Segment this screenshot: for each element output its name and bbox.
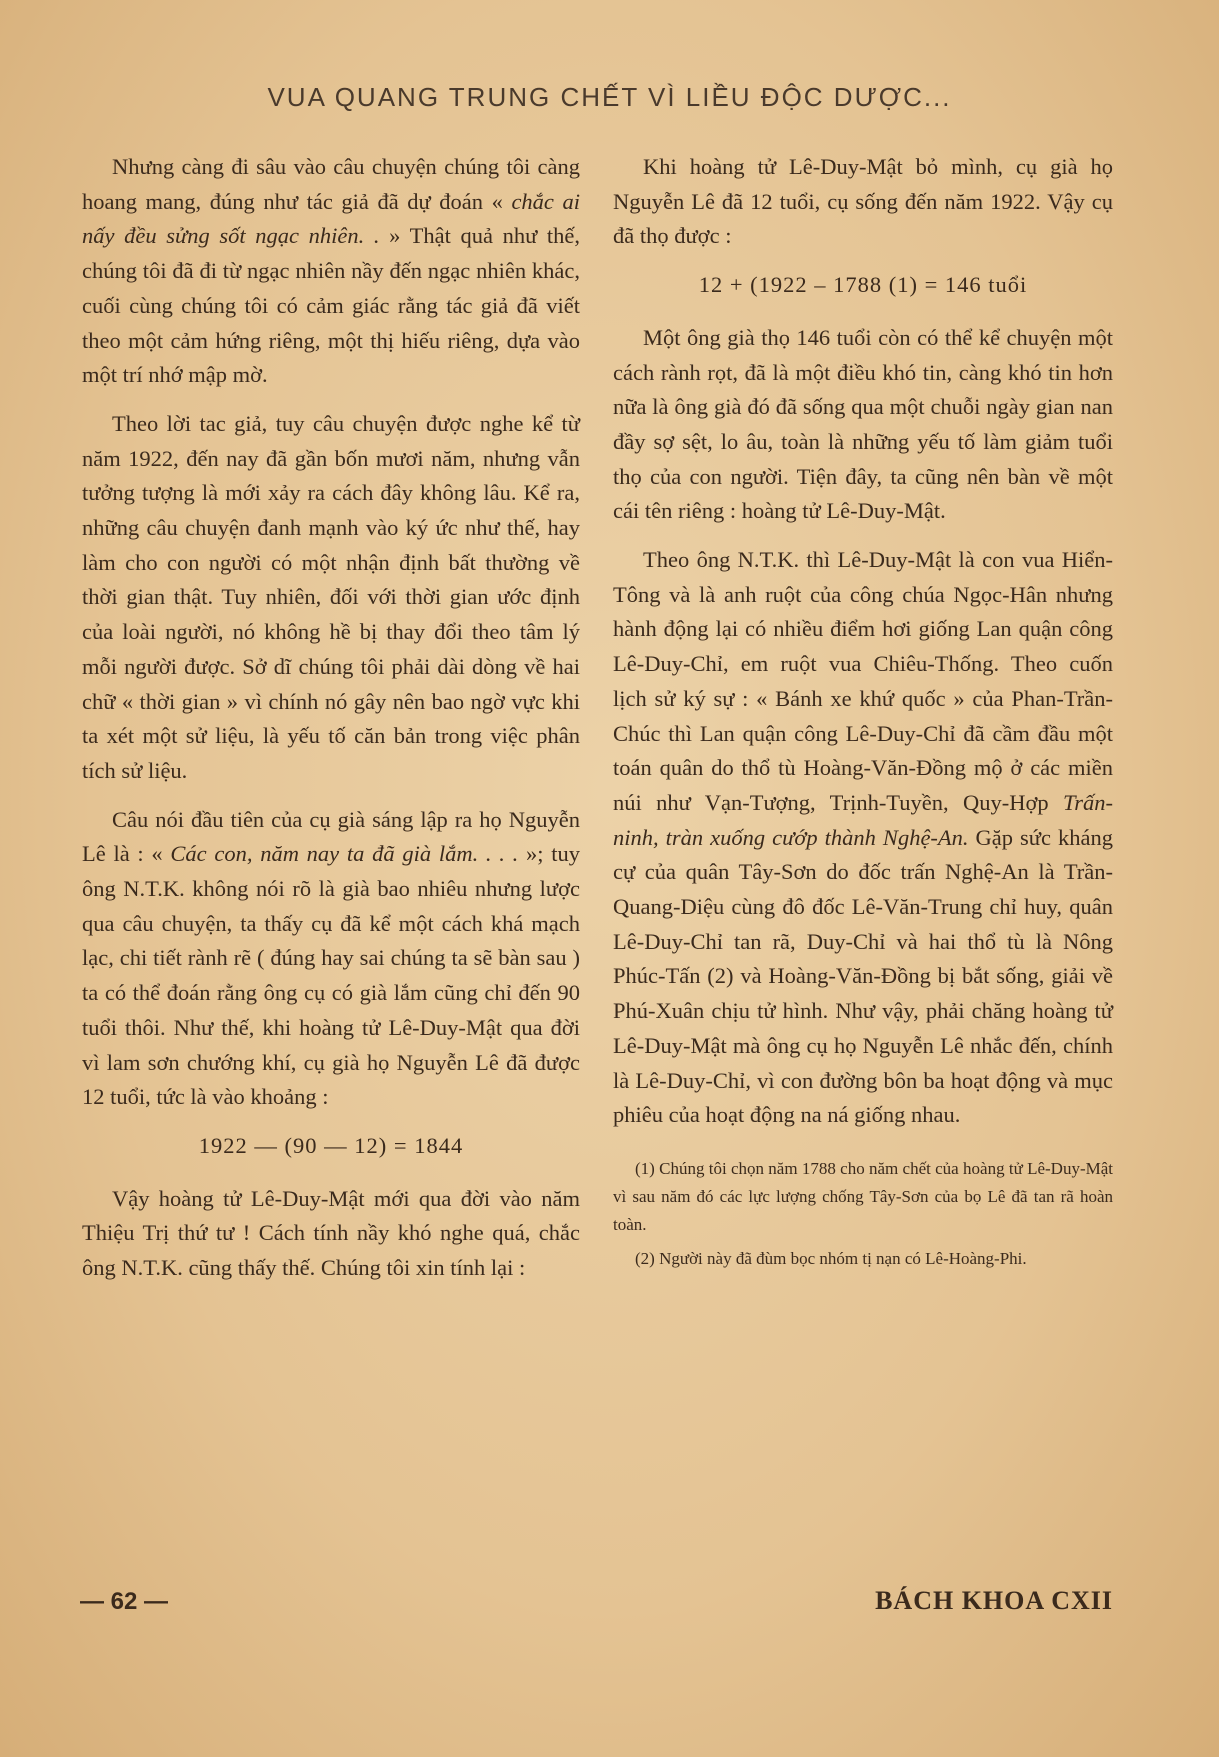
quote: Các con, năm nay ta đã già lắm. . . . [170,841,519,867]
quote: Trấn-ninh, tràn xuống cướp thành Nghệ-An. [613,789,1113,850]
paragraph: Theo lời tac giả, tuy câu chuyện được nghe kể từ năm 1922, đến nay đã gần bốn mươi năm, nhưng vẫn tưởng tượng là mới xảy ra cách đây không lâu. Kể ra, những câu chuyện đanh mạnh vào ký ức như thế, hay làm cho con người có một nhận định bất thường về thời gian thật. Tuy nhiên, đối với thời gian ước định của loài người, nó không hề bị thay đổi theo tâm lý mỗi người được. Sở dĩ chúng tôi phải dài dòng về hai chữ « thời gian » vì chính nó gây nên bao ngờ vực khi ta xét một sử liệu, là yếu tố căn bản trong việc phân tích sử liệu. [82,410,580,783]
page-number: — 62 — [80,1588,169,1615]
paragraph: Câu nói đầu tiên của cụ già sáng lập ra họ Nguyễn Lê là : « Các con, năm nay ta đã già lắm. . . . »; tuy ông N.T.K. không nói rõ là già bao nhiêu nhưng lược qua câu chuyện, ta thấy cụ đã kể một cách khá mạch lạc, chi tiết rành rẽ ( đúng hay sai chúng ta sẽ bàn sau ) ta có thể đoán rằng ông cụ có già lắm cũng chỉ đến 90 tuổi thôi. Như thế, khi hoàng tử Lê-Duy-Mật qua đời vì lam sơn chướng khí, cụ già họ Nguyễn Lê đã được 12 tuổi, tức là vào khoảng : [82,806,580,1110]
formula: 1922 — (90 — 12) = 1844 [198,1132,464,1158]
right-column [613,150,1113,1279]
running-header: VUA QUANG TRUNG CHẾT VÌ LIỀU ĐỘC DƯỢC... [267,82,952,112]
paragraph: Khi hoàng tử Lê-Duy-Mật bỏ mình, cụ già họ Nguyễn Lê đã 12 tuổi, cụ sống đến năm 1922. Vậy cụ đã thọ được : [613,154,1113,249]
footnotes [613,1155,1113,1273]
formula: 12 + (1922 – 1788 (1) = 146 tuổi [698,272,1028,298]
footnote: (2) Người này đã đùm bọc nhóm tị nạn có Lê-Hoàng-Phi. [635,1248,1027,1268]
journal-title: BÁCH KHOA CXII [875,1586,1113,1615]
footnote: (1) Chúng tôi chọn năm 1788 cho năm chết của hoàng tử Lê-Duy-Mật vì sau năm đó các lực lượng chống Tây-Sơn của bọ Lê đã tan rã hoàn toàn. [613,1158,1113,1234]
left-column [82,150,580,1300]
paragraph: Theo ông N.T.K. thì Lê-Duy-Mật là con vua Hiển-Tông và là anh ruột của công chúa Ngọc-Hân nhưng hành động lại có nhiều điểm hơi giống Lan quận công Lê-Duy-Chỉ, em ruột vua Chiêu-Thống. Theo cuốn lịch sử ký sự : « Bánh xe khứ quốc » của Phan-Trần-Chúc thì Lan quận công Lê-Duy-Chỉ đã cầm đầu một toán quân do thổ tù Hoàng-Văn-Đồng mộ ở các miền núi như Vạn-Tượng, Trịnh-Tuyền, Quy-Hợp Trấn-ninh, tràn xuống cướp thành Nghệ-An. Gặp sức kháng cự của quân Tây-Sơn do đốc trấn Nghệ-An là Trần-Quang-Diệu cùng đô đốc Lê-Văn-Trung chỉ huy, quân Lê-Duy-Chỉ tan rã, Duy-Chỉ và hai thổ tù là Nông Phúc-Tấn (2) và Hoàng-Văn-Đồng bị bắt sống, giải về Phú-Xuân chịu tử hình. Như vậy, phải chăng hoàng tử Lê-Duy-Mật mà ông cụ họ Nguyễn Lê nhắc đến, chính là Lê-Duy-Chỉ, vì con đường bôn ba hoạt động và mục phiêu của hoạt động na ná giống nhau. [613,547,1113,1128]
paragraph: Vậy hoàng tử Lê-Duy-Mật mới qua đời vào năm Thiệu Trị thứ tư ! Cách tính nầy khó nghe quá, chắc ông N.T.K. cũng thấy thế. Chúng tôi xin tính lại : [82,1185,580,1281]
paragraph: Một ông già thọ 146 tuổi còn có thể kể chuyện một cách rành rọt, đã là một điều khó tin, càng khó tin hơn nữa là ông già đó đã sống qua một chuỗi ngày gian nan đầy sợ sệt, lo âu, toàn là những yếu tố làm giảm tuổi thọ của con người. Tiện đây, ta cũng nên bàn về một cái tên riêng : hoàng tử Lê-Duy-Mật. [613,324,1113,524]
paragraph: Nhưng càng đi sâu vào câu chuyện chúng tôi càng hoang mang, đúng như tác giả đã dự đoán « chắc ai nấy đều sửng sốt ngạc nhiên. . » Thật quả như thế, chúng tôi đã đi từ ngạc nhiên nầy đến ngạc nhiên khác, cuối cùng chúng tôi có cảm giác rằng tác giả đã viết theo một cảm hứng riêng, một thị hiếu riêng, dựa vào một trí nhớ mập mờ. [82,154,581,388]
quote: chắc ai nấy đều sửng sốt ngạc nhiên. . [82,188,580,249]
